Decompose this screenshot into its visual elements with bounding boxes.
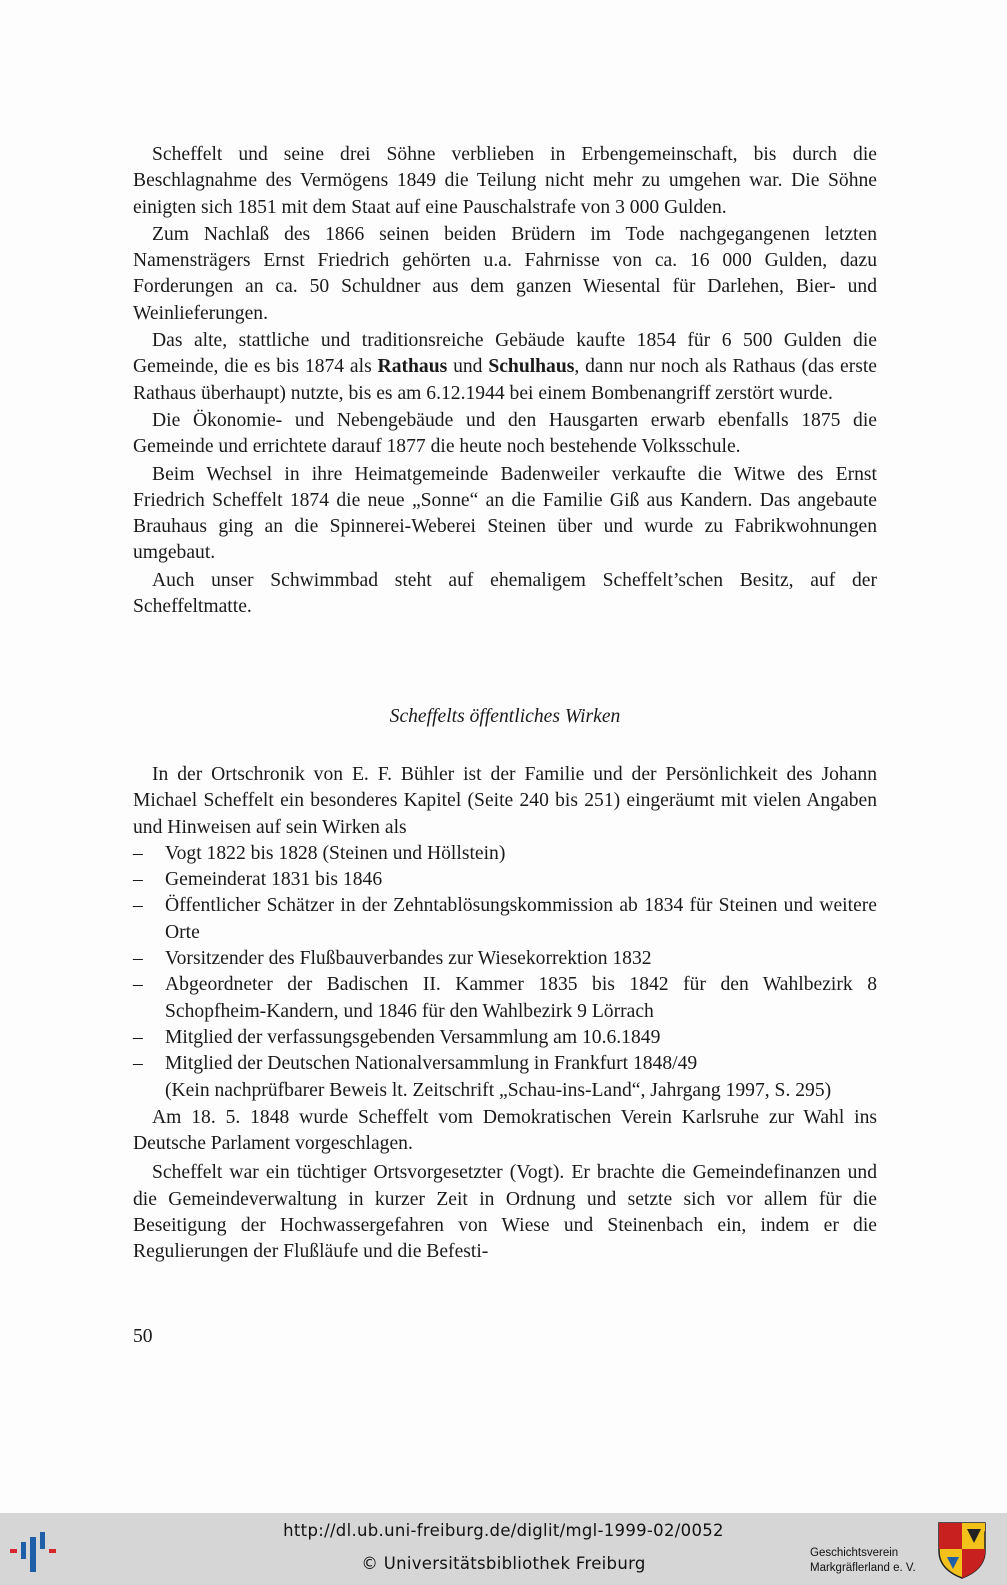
paragraph: Auch unser Schwimmbad steht auf ehemaligem Scheffelt’schen Besitz, auf der Scheffeltmatte.	[133, 569, 877, 618]
list-item: – Öffentlicher Schätzer in der Zehntablösungskommission ab 1834 für Steinen und weitere Orte	[133, 895, 877, 943]
footer-bar	[0, 1513, 1007, 1585]
paragraph: Scheffelt und seine drei Söhne verblieben in Erbengemeinschaft, bis durch die Beschlagnahme des Vermögens 1849 die Teilung nicht mehr zu umgehen war. Die Söhne einigten sich 1851 mit dem Staat auf eine Pauschalstrafe von 3 000 Gulden.	[133, 144, 877, 218]
list-item: – Mitglied der verfassungsgebenden Versammlung am 10.6.1849	[133, 1026, 661, 1048]
paragraph: In der Ortschronik von E. F. Bühler ist der Familie und der Persönlichkeit des Johann Michael Scheffelt ein besonderes Kapitel (Seite 240 bis 251) eingeräumt mit vielen Angaben und Hinweisen auf sein Wirken als	[133, 764, 877, 838]
bold-term: Rathaus	[377, 356, 448, 378]
page-number: 50	[133, 1326, 153, 1347]
paragraph: Die Ökonomie- und Nebengebäude und den Hausgarten erwarb ebenfalls 1875 die Gemeinde und errichtete darauf 1877 die heute noch bestehende Volksschule.	[133, 409, 877, 458]
coat-of-arms-icon	[937, 1521, 987, 1579]
paragraph: Das alte, stattliche und traditionsreiche Gebäude kaufte 1854 für 6 500 Gulden die Gemeinde, die es bis 1874 als Rathaus und Schulhaus, dann nur noch als Rathaus (das erste Rathaus überhaupt) nutzte, bis es am 6.12.1944 bei einem Bombenangriff zerstört wurde.	[133, 330, 877, 404]
paragraph: Am 18. 5. 1848 wurde Scheffelt vom Demokratischen Verein Karlsruhe zur Wahl ins Deutsche Parlament vorgeschlagen.	[133, 1106, 877, 1155]
paragraph: Scheffelt war ein tüchtiger Ortsvorgesetzter (Vogt). Er brachte die Gemeindefinanzen und die Gemeindeverwaltung in kurzer Zeit in Ordnung und setzte sich vor allem für die Beseitigung der Hochwassergefahren von Wiese und Steinenbach ein, indem er die Regulierungen der Flußläufe und die Befesti-	[133, 1162, 877, 1263]
list-note: (Kein nachprüfbarer Beweis lt. Zeitschrift „Schau-ins-Land“, Jahrgang 1997, S. 295)	[165, 1079, 832, 1101]
paragraph: Zum Nachlaß des 1866 seinen beiden Brüdern im Tode nachgegangenen letzten Namensträgers Ernst Friedrich gehörten u.a. Fahrnisse von ca. 16 000 Gulden, dazu Forderungen an ca. 50 Schuldner aus dem ganzen Wiesental für Darlehen, Bier- und Weinlieferungen.	[133, 223, 877, 324]
copyright-text: © Universitätsbibliothek Freiburg	[361, 1554, 646, 1573]
list-item: – Mitglied der Deutschen Nationalversammlung in Frankfurt 1848/49	[133, 1053, 698, 1075]
bold-term: Schulhaus	[488, 356, 575, 378]
organization-name: Geschichtsverein Markgräflerland e. V.	[810, 1547, 916, 1574]
section-heading: Scheffelts öffentliches Wirken	[389, 706, 621, 727]
body-text-bottom	[133, 762, 877, 1266]
paragraph: Beim Wechsel in ihre Heimatgemeinde Badenweiler verkaufte die Witwe des Ernst Friedrich Scheffelt 1874 die neue „Sonne“ an die Familie Giß aus Kandern. Das angebaute Brauhaus ging an die Spinnerei-Weberei Steinen über und wurde zu Fabrikwohnungen umgebaut.	[133, 463, 877, 564]
body-text-top	[133, 142, 877, 621]
list-item: – Vorsitzender des Flußbauverbandes zur Wiesekorrektion 1832	[133, 948, 652, 970]
source-url-link[interactable]: http://dl.ub.uni-freiburg.de/diglit/mgl-1999-02/0052	[283, 1521, 724, 1540]
list-item: – Vogt 1822 bis 1828 (Steinen und Höllstein)	[133, 842, 506, 864]
list-item: – Gemeinderat 1831 bis 1846	[133, 869, 383, 891]
list-item: – Abgeordneter der Badischen II. Kammer 1835 bis 1842 für den Wahlbezirk 8 Schopfheim-Kandern, und 1846 für den Wahlbezirk 9 Lörrach	[133, 974, 877, 1022]
dash-list	[133, 841, 877, 1104]
